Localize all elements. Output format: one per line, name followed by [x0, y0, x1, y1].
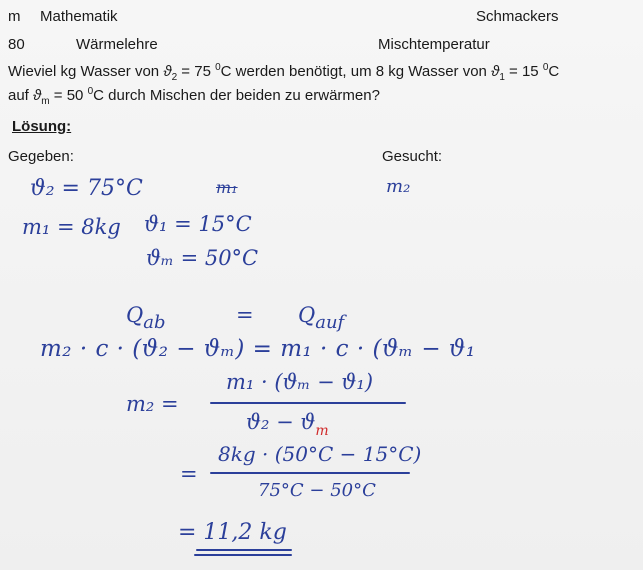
- task-text-c: C werden benötigt, um 8 kg Wasser von: [220, 63, 492, 80]
- topic-title: Wärmelehre: [76, 36, 158, 53]
- heat-equals: =: [236, 303, 254, 327]
- fraction-1-line: [210, 402, 406, 404]
- theta-1-symbol: ϑ: [491, 63, 500, 80]
- task-line-1: [8, 62, 559, 83]
- given-theta2: ϑ₂ = 75°C: [30, 176, 143, 201]
- degree-mark-2: 0: [542, 62, 549, 73]
- task-text-g: = 50: [49, 87, 88, 104]
- theta-2-sub: 2: [171, 72, 178, 83]
- sought-mass: m₂: [386, 176, 411, 197]
- theta-m-sub: m: [41, 96, 50, 107]
- equals-2: =: [180, 462, 198, 486]
- task-line-2: [8, 86, 380, 107]
- heat-absorbed: [298, 303, 345, 333]
- author-name: Schmackers: [476, 8, 559, 25]
- result-underline-1: [196, 549, 292, 551]
- given-theta1: ϑ₁ = 15°C: [144, 212, 252, 236]
- given-label: Gegeben:: [8, 148, 74, 165]
- given-mass: m₁ = 8kg: [22, 215, 121, 239]
- task-text-e: C: [548, 63, 560, 80]
- task-text-f: auf: [8, 87, 34, 104]
- task-text-d: = 15: [504, 63, 543, 80]
- result-underline-2: [194, 554, 292, 556]
- theta-m-symbol: ϑ: [33, 87, 42, 104]
- subtopic-title: Mischtemperatur: [378, 36, 490, 53]
- heat-absorbed-sub: auf: [315, 312, 345, 333]
- heat-balance-equation: m₂ · c · (ϑ₂ − ϑₘ) = m₁ · c · (ϑₘ − ϑ₁: [40, 336, 476, 362]
- task-text-b: = 75: [177, 63, 216, 80]
- solution-heading: Lösung:: [12, 118, 72, 135]
- subject-letter: m: [8, 8, 21, 25]
- theta-2-symbol: ϑ: [163, 63, 172, 80]
- degree-mark-1: 0: [215, 62, 221, 73]
- fraction-2-denominator: 75°C − 50°C: [258, 480, 376, 501]
- fraction-2-numerator: 8kg · (50°C − 15°C): [218, 442, 422, 466]
- heat-released: [126, 303, 166, 333]
- degree-mark-3: 0: [87, 86, 94, 97]
- m2-label: m₂ =: [126, 392, 179, 416]
- task-text-h: C durch Mischen der beiden zu erwärmen?: [93, 87, 380, 104]
- heat-released-sub: ab: [143, 312, 166, 333]
- heat-absorbed-symbol: Q: [298, 303, 316, 327]
- heat-released-symbol: Q: [126, 303, 144, 327]
- fraction-1-denominator: [246, 410, 329, 439]
- sheet-number: 80: [8, 36, 25, 53]
- sought-label: Gesucht:: [382, 148, 443, 165]
- result: = 11,2 kg: [178, 520, 287, 545]
- crossed-mass: m₁: [216, 178, 238, 197]
- subject-title: Mathematik: [40, 8, 118, 25]
- theta-1-sub: 1: [499, 72, 505, 83]
- fraction-1-numerator: m₁ · (ϑₘ − ϑ₁): [226, 370, 374, 394]
- fraction-2-line: [210, 472, 410, 474]
- red-subscript-m: m: [315, 423, 329, 439]
- fraction-1-denominator-text: ϑ₂ − ϑ: [246, 410, 316, 434]
- given-thetam: ϑₘ = 50°C: [146, 246, 259, 270]
- task-text-a: Wieviel kg Wasser von: [8, 63, 164, 80]
